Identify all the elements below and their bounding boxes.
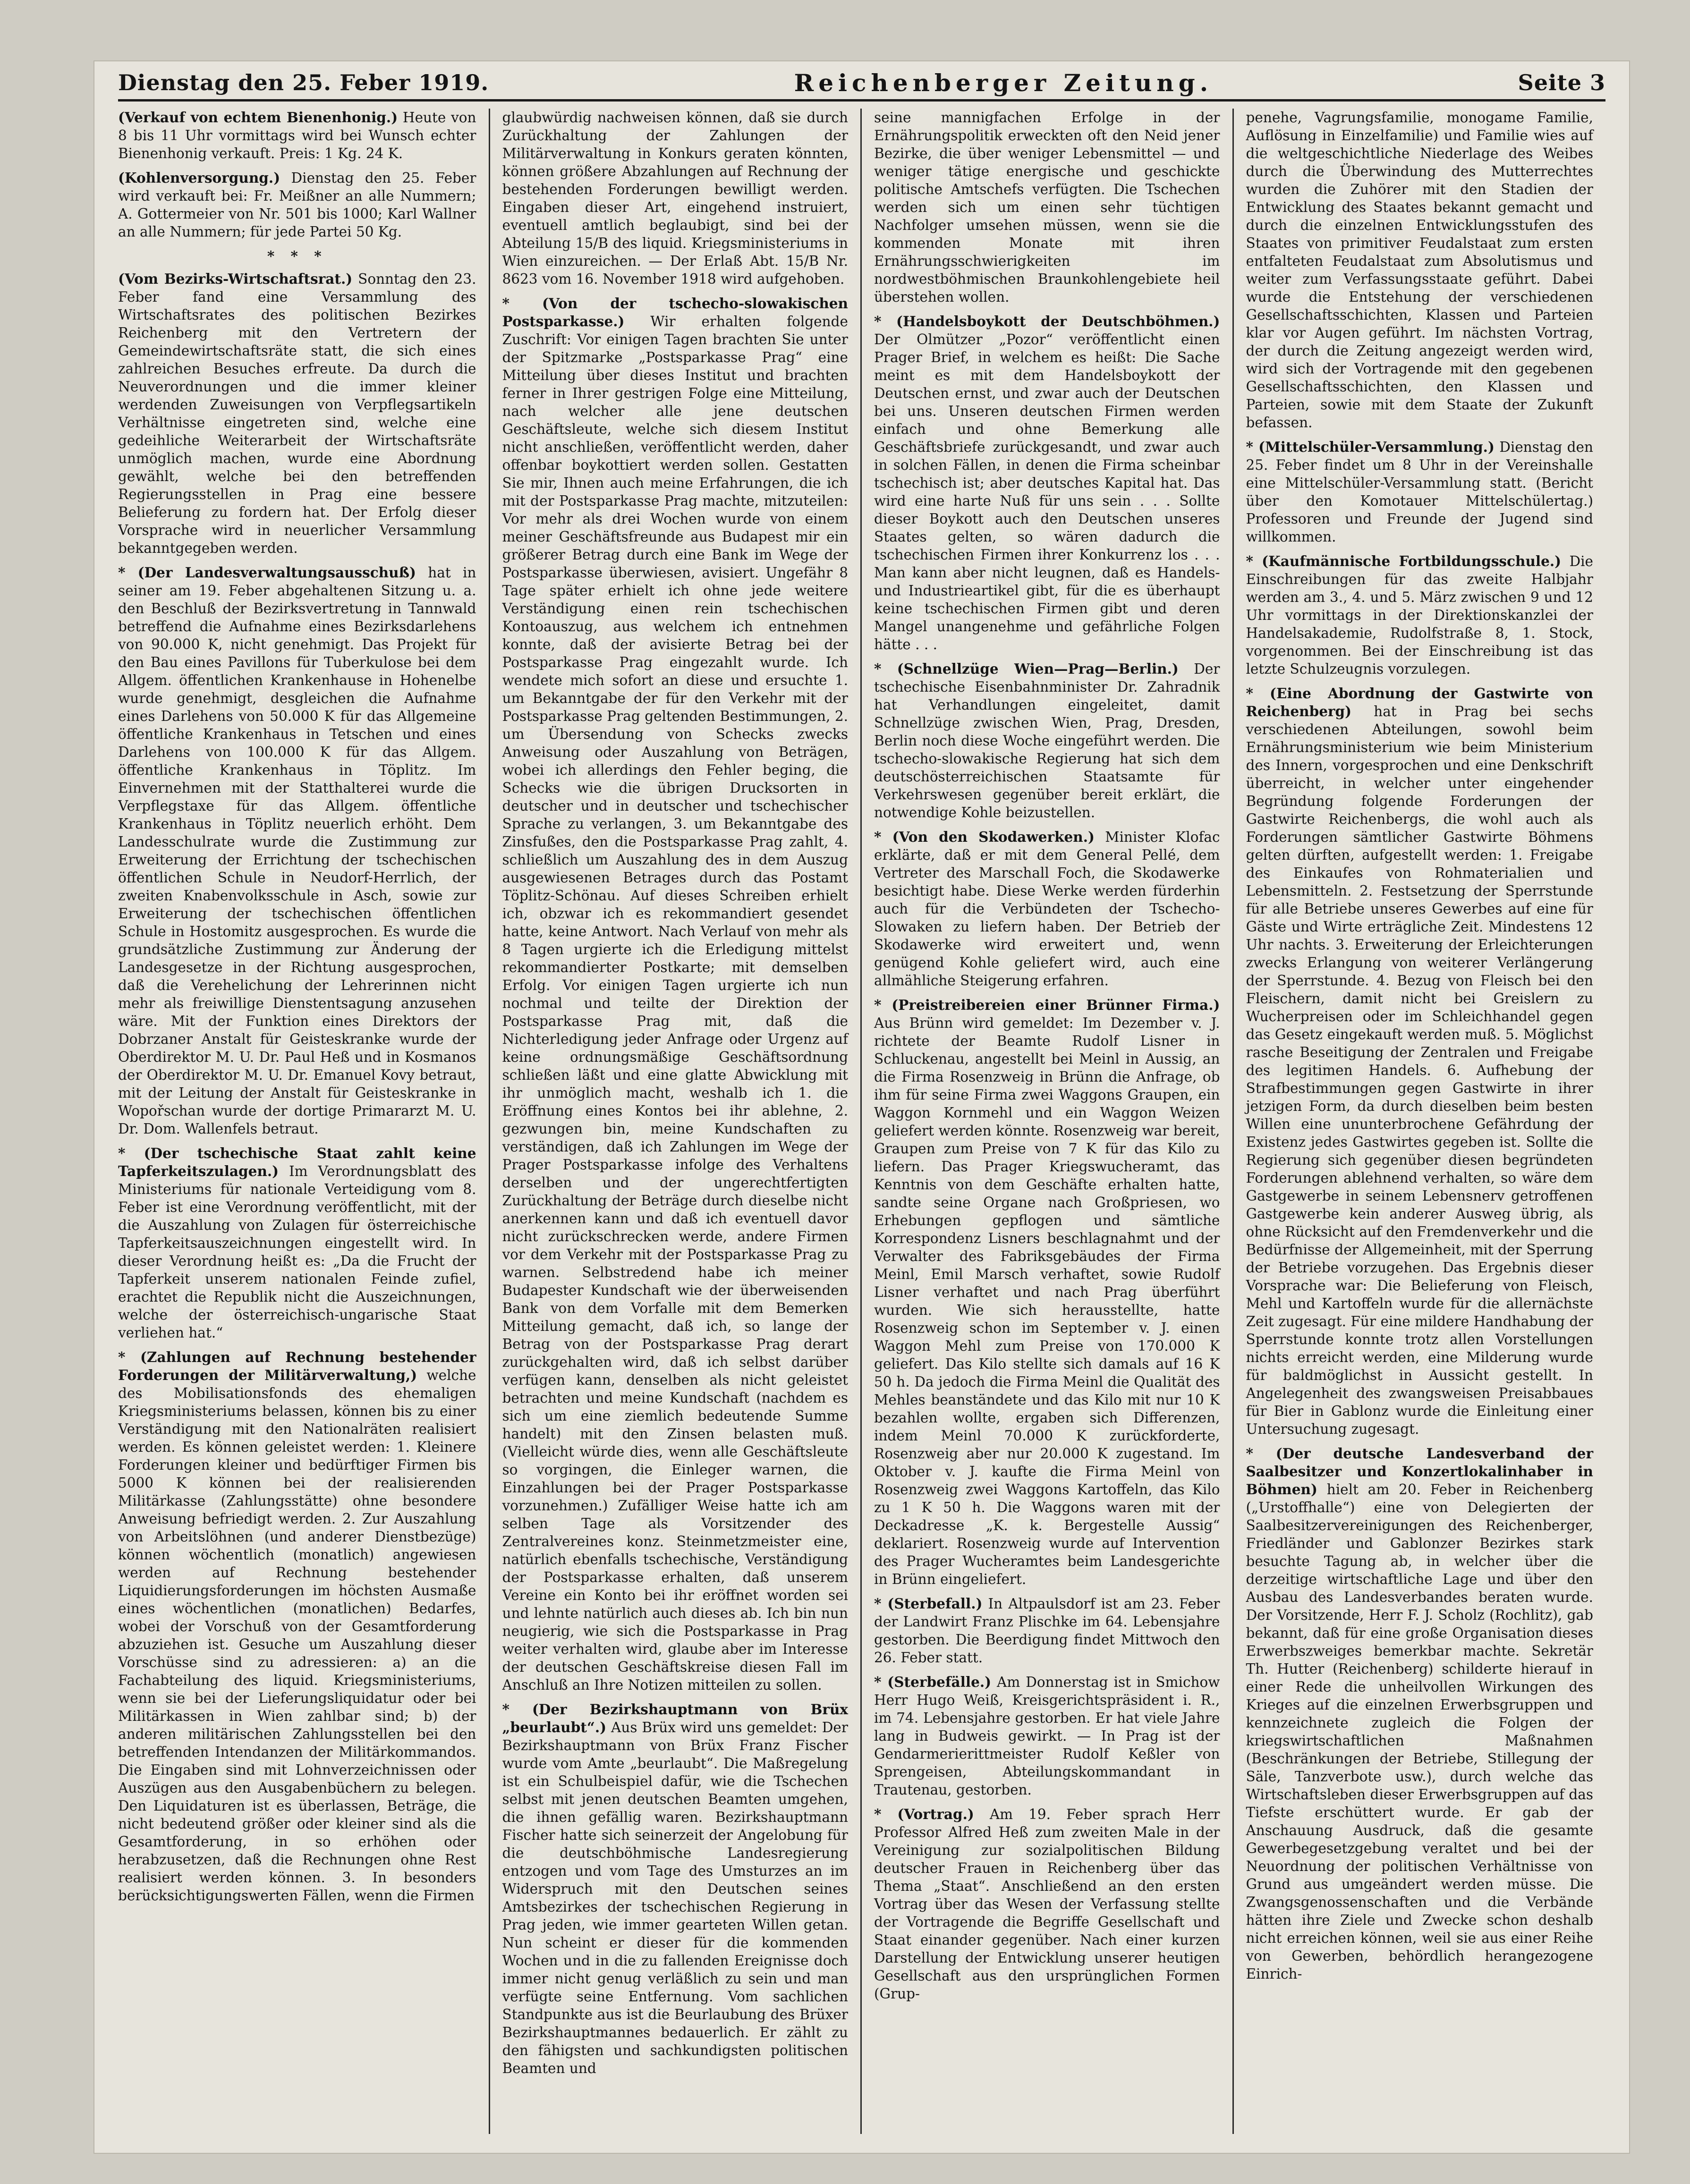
article [874,996,1220,1588]
columns [118,109,1605,2134]
article [874,1595,1220,1667]
article [874,660,1220,821]
article [118,564,476,1138]
column-1 [118,109,490,2134]
article-body: Am Donnerstag ist in Smichow Herr Hugo Weiß, Kreisgerichtspräsident i. R., im 74. Lebensjahre gestorben. Er hat viele Jahre lang in Budweis gewirkt. — In Prag ist der Gendarmerierittmeister Rudolf Keßler von Sprengeisen, Abteilungskommandant in Trautenau, gestorben. [874,1674,1220,1798]
article-headline: * (Eine Abordnung der Gastwirte von Reichenberg) [1246,685,1593,720]
article [1246,1445,1594,1983]
article-headline: * (Von der tschecho-slowakischen Postsparkasse.) [502,295,848,330]
article-body: Dienstag den 25. Feber findet um 8 Uhr in der Vereinshalle eine Mittelschüler-Versammlung statt. (Bericht über den Komotauer Mittelschülertag.) Professoren und Freunde der Jugend sind willkommen. [1246,439,1593,545]
article [1246,552,1594,678]
article [1246,685,1594,1438]
article-body: seine mannigfachen Erfolge in der Ernährungspolitik erweckten oft den Neid jener Bezirke, die über weniger Lebensmittel — und weniger tätige energische und geschickte politische Amtschefs verfügten. Die Tschechen werden sich um einen sehr tüchtigen Nachfolger umsehen müssen, wenn sie die kommenden Monate mit ihren Ernährungsschwierigkeiten im nordwestböhmischen Braunkohlengebiete heil überstehen wollen. [874,110,1220,305]
article-headline: * (Sterbefall.) [874,1595,983,1612]
article [118,1348,476,1905]
article-body: Sonntag den 23. Feber fand eine Versammlung des Wirtschaftsrates des politischen Bezirkes Reichenberg mit den Vertretern der Gemeindewirtschaftsräte statt, die sich eines zahlreichen Besuches erfreute. Da durch die Neuverordnungen und die immer kleiner werdenden Zuweisungen von Verpflegsartikeln Verhältnisse eingetreten sind, welche eine gedeihliche Weiterarbeit der Wirtschaftsräte unmöglich machen, wurde eine Abordnung gewählt, welche bei den betreffenden Regierungsstellen in Prag eine bessere Belieferung zu fordern hat. Der Erfolg dieser Vorsprache wird in neuerlicher Versammlung bekanntgegeben werden. [118,271,476,556]
article-headline: * (Der deutsche Landesverband der Saalbesitzer und Konzertlokalinhaber in Böhmen) [1246,1445,1593,1498]
article [1246,109,1594,432]
article-headline: * (Vortrag.) [874,1806,974,1822]
newspaper-page [94,61,1629,2153]
article-body: Im Verordnungsblatt des Ministeriums für nationale Verteidigung vom 8. Feber ist eine Verordnung veröffentlicht, mit der die Auszahlung von Zulagen für österreichische Tapferkeitsauszeichnungen eingestellt wird. In dieser Verordnung heißt es: „Da die Frucht der Tapferkeit unserem nationalen Feinde zufiel, erachtet die Republik nicht die Auszeichnungen, welche der österreichisch-ungarische Staat verliehen hat.“ [118,1163,476,1341]
article-body: hielt am 20. Feber in Reichenberg („Urstoffhalle“) eine von Delegierten der Saalbesitzervereinigungen des Reichenberger, Friedländer und Gablonzer Bezirkes stark besuchte Tagung ab, in welcher über die derzeitige wirtschaftliche Lage und über den Ausbau des Landesverbandes beraten wurde. Der Vorsitzende, Herr F. J. Scholz (Rochlitz), gab bekannt, daß für eine große Organisation dieses Erwerbszweiges bemerkbar machte. Sekretär Th. Hutter (Reichenberg) schilderte hierauf in einer Rede die unheilvollen Wirkungen des Krieges auf die einzelnen Erwerbsgruppen und kennzeichnete zugleich die Folgen der kriegswirtschaftlichen Maßnahmen (Beschränkungen der Betriebe, Stillegung der Säle, Tanzverbote usw.), durch welche das Wirtschaftsleben dieser Erwerbsgruppen auf das Tiefste erschüttert wurde. Er gab der Anschauung Ausdruck, daß die gesamte Gewerbegesetzgebung veraltet und bei der Neuordnung der politischen Verhältnisse von Grund aus umgeändert werden müsse. Die Zwangsgenossenschaften und die Verbände hätten ihre Ziele und Zwecke schon deshalb nicht erreichen können, weil sie aus einer Reihe von Gewerben, behördlich herangezogene Einrich- [1246,1481,1593,1982]
article-headline: * (Zahlungen auf Rechnung bestehender Forderungen der Militärverwaltung,) [118,1349,476,1383]
article-body: penehe, Vagrungsfamilie, monogame Familie, Auflösung in Einzelfamilie) und Familie wies auf die weltgeschichtliche Niederlage des Weibes durch die Überwindung des Mutterrechtes wurden die Zuhörer mit den Stadien der Entwicklung des Staates bekannt gemacht und durch die einzelnen Entwicklungsstufen des Staates von primitiver Feudalstaat zum ersten entfalteten Feudalstaat zum Absolutismus und weiter zum Verfassungsstaate geführt. Dabei wurde die Entstehung der verschiedenen Gesellschaftsschichten, Klassen und Parteien klar vor Augen geführt. Im nächsten Vortrag, der durch die Zeitung angezeigt werden wird, wird sich der Vortragende mit den gegebenen Gesellschaftsschichten, den Klassen und Parteien, sowie mit dem Staate der Zukunft befassen. [1246,110,1593,431]
article-headline: * (Preistreibereien einer Brünner Firma.) [874,997,1220,1013]
section-separator: * * * [267,248,327,264]
article-body: glaubwürdig nachweisen können, daß sie durch Zurückhaltung der Zahlungen der Militärverwaltung in Konkurs geraten könnten, können größere Abzahlungen auf Rechnung der bestehenden Forderungen bewilligt werden. Eingaben dieser Art, eingehend instruiert, eventuell amtlich beglaubigt, sind bei der Abteilung 15/B des liquid. Kriegsministeriums in Wien einzureichen. — Der Erlaß Abt. 15/B Nr. 8623 vom 16. November 1918 wird aufgehoben. [502,110,848,287]
article [874,828,1220,990]
article-body: Dienstag den 25. Feber wird verkauft bei: Fr. Meißner an alle Nummern; A. Gottermeier von Nr. 501 bis 1000; Karl Wallner an alle Nummern; für jede Partei 50 Kg. [118,170,476,240]
article [118,1144,476,1342]
article-headline: * (Handelsboykott der Deutschböhmen.) [874,313,1220,330]
article [874,109,1220,306]
article [1246,438,1594,546]
article-body: Aus Brüx wird uns gemeldet: Der Bezirkshauptmann von Brüx Franz Fischer wurde vom Amte „beurlaubt“. Die Maßregelung ist ein Schulbeispiel dafür, wie die Tschechen selbst mit jenen deutschen Beamten umgehen, die ihnen gefällig waren. Bezirkshauptmann Fischer hatte sich seinerzeit der Angelobung für die deutschböhmische Landesregierung entzogen und vom Tage des Umsturzes an im Widerspruch mit den Deutschen seines Amtsbezirkes der tschechischen Regierung in Prag jeden, wie immer gearteten Willen getan. Nun scheint er dieser für die kommenden Wochen und in die zu fallenden Ereignisse doch immer nicht genug verläßlich zu sein und man verfügte seine Entfernung. Vom sachlichen Standpunkte aus ist die Beurlaubung des Brüxer Bezirkshauptmannes bedauerlich. Er zählt zu den fähigsten und sachkundigsten politischen Beamten und [502,1719,848,2076]
column-4 [1234,109,1606,2134]
article-headline: * (Der tschechische Staat zahlt keine Tapferkeitszulagen.) [118,1145,476,1179]
article-headline: (Verkauf von echtem Bienenhonig.) [118,109,398,126]
article [874,1805,1220,2003]
article-body: Heute von 8 bis 11 Uhr vormittags wird bei Wunsch echter Bienenhonig verkauft. Preis: 1 Kg. 24 K. [118,110,476,161]
article [502,1701,849,2077]
article-headline: (Kohlenversorgung.) [118,169,280,186]
article [874,1673,1220,1799]
article-body: Am 19. Feber sprach Herr Professor Alfred Heß zum zweiten Male in der Vereinigung zur sozialpolitischen Bildung deutscher Frauen in Reichenberg über das Thema „Staat“. Anschließend an den ersten Vortrag über das Wesen der Verfassung stellte der Vortragende die Begriffe Gesellschaft und Staat einander gegenüber. Nach einer kurzen Darstellung der Entwicklung unserer heutigen Gesellschaft aus den ursprünglichen Formen (Grup- [874,1806,1220,2002]
column-3 [862,109,1234,2134]
column-2 [490,109,862,2134]
article [874,313,1220,653]
article-headline: * (Kaufmännische Fortbildungsschule.) [1246,553,1562,569]
article-headline: * (Sterbefälle.) [874,1674,992,1690]
article-body: Der Olmützer „Pozor“ veröffentlicht einen Prager Brief, in welchem es heißt: Die Sache meint es mit dem Handelsboykott der Deutschen ernst, und zwar auch der Deutschen bei uns. Unseren deutschen Firmen werden einfach und ohne Bemerkung alle Geschäftsbriefe zurückgesandt, und zwar auch in solchen Fällen, in denen die Firma scheinbar tschechisch ist; aber deutsches Kapital hat. Das wird eine harte Nuß für uns sein . . . Sollte dieser Boykott auch den Deutschen unseres Staates gelten, so wären dadurch die tschechischen Firmen ihrer Konkurrenz los . . . Man kann aber nicht leugnen, daß es Handels- und Industrieartikel gibt, für die es überhaupt keine tschechischen Firmen gibt und deren Mangel unangenehme und gefährliche Folgen hätte . . . [874,331,1220,652]
article-headline: * (Mittelschüler-Versammlung.) [1246,439,1495,455]
article-body: hat in seiner am 19. Feber abgehaltenen Sitzung u. a. den Beschluß der Bezirksvertretung in Tannwald betreffend die Aufnahme eines Bezirksdarlehens von 90.000 K, nicht genehmigt. Das Projekt für den Bau eines Pavillons für Tuberkulose bei dem Allgem. öffentlichen Krankenhause in Hohenelbe wurde genehmigt, desgleichen die Aufnahme eines Darlehens von 50.000 K für das Allgemeine öffentliche Krankenhaus in Tetschen und eines Darlehens von 100.000 K für das Allgem. öffentliche Krankenhaus in Töplitz. Im Einvernehmen mit der Statthalterei wurde die Verpflegstaxe für das Allgem. öffentliche Krankenhaus in Töplitz neuerlich erhöht. Dem Landesschulrate wurde die Zustimmung zur Erweiterung der Errichtung der tschechischen öffentlichen Schule in Neudorf-Herrlich, der zweiten Knabenvolksschule in Asch, sowie zur Erweiterung der tschechischen öffentlichen Schule in Hostomitz ausgesprochen. Es wurde die grundsätzliche Zustimmung zur Änderung der Landesgesetze in der Richtung ausgesprochen, daß die Verehelichung der Lehrerinnen nicht mehr als freiwillige Dienstentsagung anzusehen wäre. Mit der Funktion eines Direktors der Dobrzaner Anstalt für Geisteskranke wurde der Oberdirektor M. U. Dr. Paul Heß und in Kosmanos der Oberdirektor M. U. Dr. Emanuel Kovy betraut, mit der Leitung der Anstalt für Geisteskranke in Wopořschan wurde der dortige Primararzt M. U. Dr. Dom. Wallenfels betraut. [118,565,476,1137]
masthead-title: Reichenberger Zeitung. [794,68,1213,97]
article-body: In Altpaulsdorf ist am 23. Feber der Landwirt Franz Plischke im 64. Lebensjahre gestorben. Die Beerdigung findet Mittwoch den 26. Feber statt. [874,1596,1220,1666]
masthead-page-number: Seite 3 [1518,70,1605,95]
article-body: Minister Klofac erklärte, daß er mit dem General Pellé, dem Vertreter des Marschall Foch, die Skodawerke besichtigt habe. Diese Werke werden fürderhin auch für die Verbündeten der Tschecho-Slowaken zu liefern haben. Der Betrieb der Skodawerke wird erweitert und, wenn genügend Kohle geliefert wird, auch eine allmähliche Steigerung erfahren. [874,829,1220,989]
article-headline: * (Der Landesverwaltungsausschuß) [118,564,416,581]
masthead [118,66,1605,102]
article-body: hat in Prag bei sechs verschiedenen Abteilungen, sowohl beim Ernährungsministerium wie beim Ministerium des Innern, vorgesprochen und eine Denkschrift überreicht, in welcher unter eingehender Begründung folgende Forderungen der Gastwirte Reichenbergs, die wohl auch als Forderungen sämtlicher Gastwirte Böhmens gelten dürften, aufgestellt werden: 1. Freigabe des Einkaufes von Rohmaterialien und Lebensmitteln. 2. Festsetzung der Sperrstunde für alle Betriebe unseres Gewerbes auf eine für Gäste und Wirte erträgliche Zeit. Mindestens 12 Uhr nachts. 3. Erweiterung der Erleichterungen zwecks Erlangung von weiterer Verlängerung der Sperrstunde. 4. Bezug von Fleisch bei den Fleischern, damit nicht bei Greislern zu Wucherpreisen oder im Schleichhandel gegen das Gesetz eingekauft werden muß. 5. Möglichst rasche Beseitigung der Zentralen und Freigabe des legitimen Handels. 6. Aufhebung der Strafbestimmungen gegen Gastwirte in ihrer jetzigen Form, da durch dieselben beim besten Willen eine ununterbrochene Gefährdung der Existenz jedes Gastwirtes gegeben ist. Sollte die Regierung sich gegenüber diesen begründeten Forderungen ablehnend verhalten, so wäre dem Gastgewerbe in seinem Lebensnerv getroffenen Gastgewerbe kein anderer Ausweg übrig, als ohne Rücksicht auf den Fremdenverkehr und die Bedürfnisse der Allgemeinheit, mit der Sperrung der Betriebe vorzugehen. Das Ergebnis dieser Vorsprache war: Die Belieferung von Fleisch, Mehl und Kartoffeln wurde für die allernächste Zeit zugesagt. Für eine mildere Handhabung der Sperrstunde konnte trotz allen Vorstellungen nichts erreicht werden, eine Milderung wurde für baldmöglichst in Aussicht gestellt. In Angelegenheit des zwangsweisen Preisabbaues für Bier in Gablonz wurde die Einleitung einer Untersuchung zugesagt. [1246,703,1593,1437]
article [118,270,476,557]
article [118,169,476,241]
article-headline: (Vom Bezirks-Wirtschaftsrat.) [118,271,353,287]
article [502,295,849,1694]
masthead-date: Dienstag den 25. Feber 1919. [118,70,489,95]
article-body: Aus Brünn wird gemeldet: Im Dezember v. J. richtete der Beamte Rudolf Lisner in Schluckenau, angestellt bei Meinl in Aussig, an die Firma Rosenzweig in Brünn die Anfrage, ob ihm für seine Firma zwei Waggons Graupen, ein Waggon Kornmehl und ein Waggon Weizen geliefert werden könnte. Rosenzweig war bereit, Graupen zum Preise von 7 K für das Kilo zu liefern. Das Prager Kriegswucheramt, das Kenntnis von dem Geschäfte erhalten hatte, sandte seine Organe nach Großpriesen, wo Erhebungen gepflogen und sämtliche Korrespondenz Lisners beschlagnahmt und der Verwalter des Fabriksgebäudes der Firma Meinl, Emil Marsch verhaftet, sowie Rudolf Lisner verhaftet und nach Prag überführt wurden. Wie sich herausstellte, hatte Rosenzweig schon im September v. J. einen Waggon Mehl zum Preise von 170.000 K geliefert. Das Kilo stellte sich damals auf 16 K 50 h. Da jedoch die Firma Meinl die Qualität des Mehles beanständete und das Kilo mit nur 10 K bezahlen wollte, ergaben sich Differenzen, indem Meinl 70.000 K zurückforderte, Rosenzweig aber nur 20.000 K zugestand. Im Oktober v. J. kaufte die Firma Meinl von Rosenzweig zwei Waggons Kartoffeln, das Kilo zu 1 K 50 h. Die Waggons waren mit der Deckadresse „K. k. Bergestelle Aussig“ deklariert. Rosenzweig wurde auf Intervention des Prager Wucheramtes beim Landesgerichte in Brünn eingeliefert. [874,1015,1220,1587]
article-body: Die Einschreibungen für das zweite Halbjahr werden am 3., 4. und 5. März zwischen 9 und 12 Uhr vormittags in der Direktionskanzlei der Handelsakademie, Rudolfstraße 8, 1. Stock, vorgenommen. Bei der Einschreibung ist das letzte Schulzeugnis vorzulegen. [1246,553,1593,677]
article [118,109,476,162]
article-headline: * (Von den Skodawerken.) [874,829,1095,845]
article-body: Der tschechische Eisenbahnminister Dr. Zahradnik hat Verhandlungen eingeleitet, damit Schnellzüge zwischen Wien, Prag, Dresden, Berlin noch diese Woche eingeführt werden. Die tschecho-slowakische Regierung hat sich dem deutschösterreichischen Staatsamte für Verkehrswesen gegenüber bereit erklärt, die notwendige Kohle beizustellen. [874,661,1220,821]
article [502,109,849,288]
article-body: welche des Mobilisationsfonds des ehemaligen Kriegsministeriums belassen, können bis zu einer Verständigung mit den Nationalräten realisiert werden. Es können geleistet werden: 1. Kleinere Forderungen kleiner und bedürftiger Firmen bis 5000 K können bei der realisierenden Militärkasse (Zahlungsstätte) ohne besondere Anweisung befriedigt werden. 2. Zur Auszahlung von Arbeitslöhnen (und anderer Dienstbezüge) können wöchentlich (monatlich) angewiesen werden auf Rechnung bestehender Liquidierungsforderungen im höchsten Ausmaße eines wöchentlichen (monatlichen) Bedarfes, wobei der Vorschuß von der Gesamtforderung abzuziehen ist. Gesuche um Auszahlung dieser Vorschüsse sind zu adressieren: a) an die Fachabteilung des liquid. Kriegsministeriums, wenn sie bei der Lieferungsliquidatur oder bei Militärkassen in Wien zahlbar sind; b) der anderen militärischen Zahlungsstellen bei den betreffenden Intendanzen der Militärkommandos. Die Eingaben sind mit Lohnverzeichnissen oder Auszügen aus den Ausgabenbüchern zu belegen. Den Liquidaturen ist es überlassen, Beträge, die nicht bedeutend größer oder kleiner sind als die Gesamtforderung, in so erhöhen oder herabzusetzen, daß die Rechnungen ohne Rest realisiert werden können. 3. In besonders berücksichtigungswerten Fällen, wenn die Firmen [118,1367,476,1904]
article-body: Wir erhalten folgende Zuschrift: Vor einigen Tagen brachten Sie unter der Spitzmarke „Postsparkasse Prag“ eine Mitteilung über dieses Institut und brachten ferner in Ihrer gestrigen Folge eine Mitteilung, nach welcher alle jene deutschen Geschäftsleute, welche sich diesem Institut nicht anschließen, veröffentlicht werden, daher offenbar boykottiert werden sollen. Gestatten Sie mir, Ihnen auch meine Erfahrungen, die ich mit der Postsparkasse Prag machte, mitzuteilen: Vor mehr als drei Wochen wurde von einem meiner Geschäftsfreunde aus Budapest mir ein größerer Betrag durch eine Bank im Wege der Postsparkasse überwiesen, avisiert. Ungefähr 8 Tage später erhielt ich ohne jede weitere Verständigung einen rein tschechischen Kontoauszug, aus welchem ich entnehmen konnte, daß der avisierte Betrag bei der Postsparkasse Prag eingezahlt wurde. Ich wendete mich sofort an diese und ersuchte 1. um Bekanntgabe der für den Verkehr mit der Postsparkasse Prag geltenden Bestimmungen, 2. um Übersendung von Schecks zwecks Anweisung oder Auszahlung von Beträgen, wobei ich allerdings den Fehler beging, die Schecks wie die übrigen Drucksorten in deutscher und in deutscher und tschechischer Sprache zu verlangen, 3. um Bekanntgabe des Zinsfußes, den die Postsparkasse Prag zahlt, 4. schließlich um Auszahlung des in dem Auszug ausgewiesenen Betrages durch das Postamt Töplitz-Schönau. Auf dieses Schreiben erhielt ich, obzwar ich es rekommandiert gesendet hatte, keine Antwort. Nach Verlauf von mehr als 8 Tagen urgierte ich die Erledigung mittelst rekommandierter Postkarte; mit demselben Erfolg. Vor einigen Tagen urgierte ich nun nochmal und teilte der Direktion der Postsparkasse Prag mit, daß die Nichterledigung jeder Anfrage oder Urgenz auf keine ordnungsmäßige Geschäftsordnung schließen läßt und eine glatte Abwicklung mit ihr unmöglich macht, weshalb ich 1. die Eröffnung eines Kontos bei ihr ablehne, 2. gezwungen bin, meine Kundschaften zu verständigen, daß ich Zahlungen im Wege der Prager Postsparkasse infolge des Verhaltens derselben und der ungerechtfertigten Zurückhaltung der Beträge durch dieselbe nicht anerkennen kann und daß ich eventuell davor nicht zurückschrecken werde, andere Firmen vor dem Verkehr mit der Postsparkasse Prag zu warnen. Selbstredend habe ich meiner Budapester Kundschaft wie der überweisenden Bank von dem Vorfalle mit dem Bemerken Mitteilung gemacht, daß ich, so lange der Betrag von der Postsparkasse Prag derart zurückgehalten wird, daß ich selbst darüber verfügen kann, denselben als nicht geleistet betrachten und meine Kundschaft (nachdem es sich um eine ziemlich bedeutende Summe handelt) mit den Zinsen belasten muß. (Vielleicht würde dies, wenn alle Geschäftsleute so vorgingen, die Einleger warnen, die Einzahlungen bei der Prager Postsparkasse vorzunehmen.) Zufälliger Weise hatte ich am selben Tage als Vorsitzender des Zentralvereines konz. Steinmetzmeister eine, natürlich ebenfalls tschechische, Verständigung der Postsparkasse erhalten, daß unserem Vereine ein Konto bei ihr eröffnet worden sei und lehnte natürlich auch dieses ab. Ich bin nun neugierig, wie sich die Postsparkasse in Prag weiter verhalten wird, glaube aber im Interesse der deutschen Geschäftskreise diesen Fall im Anschluß an Ihre Notizen mitteilen zu sollen. [502,313,848,1693]
article-headline: * (Der Bezirkshauptmann von Brüx „beurlaubt“.) [502,1701,848,1735]
article-headline: * (Schnellzüge Wien—Prag—Berlin.) [874,660,1179,677]
